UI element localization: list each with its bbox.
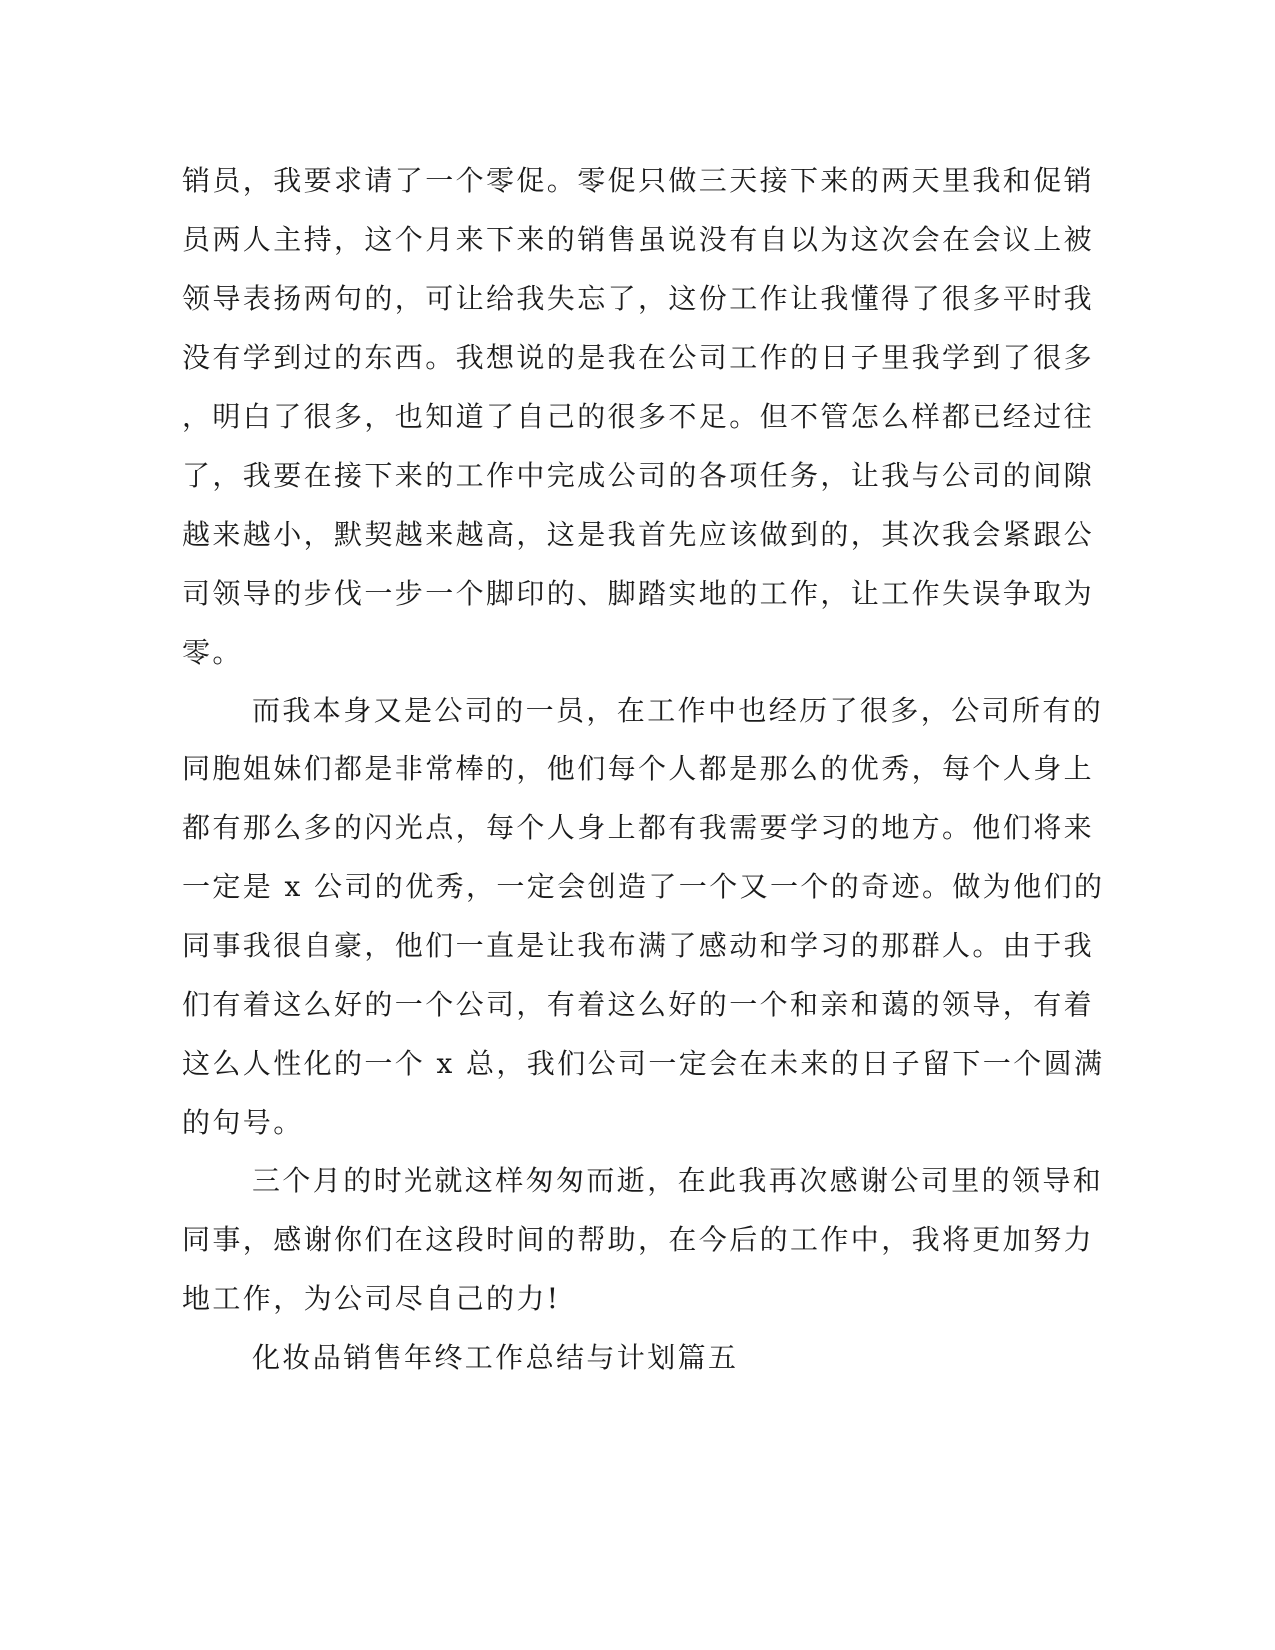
text-line: 地工作，为公司尽自己的力! [182,1282,561,1315]
text-line: 越来越小，默契越来越高，这是我首先应该做到的，其次我会紧跟公 [182,518,1095,551]
text-line: 而我本身又是公司的一员，在工作中也经历了很多，公司所有的 [252,694,1104,727]
text-line: 司领导的步伐一步一个脚印的、脚踏实地的工作，让工作失误争取为 [182,577,1095,610]
text-line: 零。 [182,636,243,669]
text-line: 同事我很自豪，他们一直是让我布满了感动和学习的那群人。由于我 [182,929,1095,962]
text-line: 员两人主持，这个月来下来的销售虽说没有自以为这次会在会议上被 [182,223,1095,256]
text-line: 销员，我要求请了一个零促。零促只做三天接下来的两天里我和促销 [182,164,1095,197]
text-line: 一定是 x 公司的优秀，一定会创造了一个又一个的奇迹。做为他们的 [182,870,1105,903]
text-line: 这么人性化的一个 x 总，我们公司一定会在未来的日子留下一个圆满 [182,1047,1105,1080]
text-line: 们有着这么好的一个公司，有着这么好的一个和亲和蔼的领导，有着 [182,988,1095,1021]
text-line: 同事，感谢你们在这段时间的帮助，在今后的工作中，我将更加努力 [182,1223,1095,1256]
text-line: 三个月的时光就这样匆匆而逝，在此我再次感谢公司里的领导和 [252,1164,1104,1197]
text-line: 的句号。 [182,1106,304,1139]
section-heading: 化妆品销售年终工作总结与计划篇五 [252,1341,739,1374]
text-line: 了，我要在接下来的工作中完成公司的各项任务，让我与公司的间隙 [182,459,1095,492]
text-line: 领导表扬两句的，可让给我失忘了，这份工作让我懂得了很多平时我 [182,282,1095,315]
text-line: 同胞姐妹们都是非常棒的，他们每个人都是那么的优秀，每个人身上 [182,752,1095,785]
text-line: 都有那么多的闪光点，每个人身上都有我需要学习的地方。他们将来 [182,811,1095,844]
text-line: ，明白了很多，也知道了自己的很多不足。但不管怎么样都已经过往 [182,400,1095,433]
text-line: 没有学到过的东西。我想说的是我在公司工作的日子里我学到了很多 [182,341,1095,374]
